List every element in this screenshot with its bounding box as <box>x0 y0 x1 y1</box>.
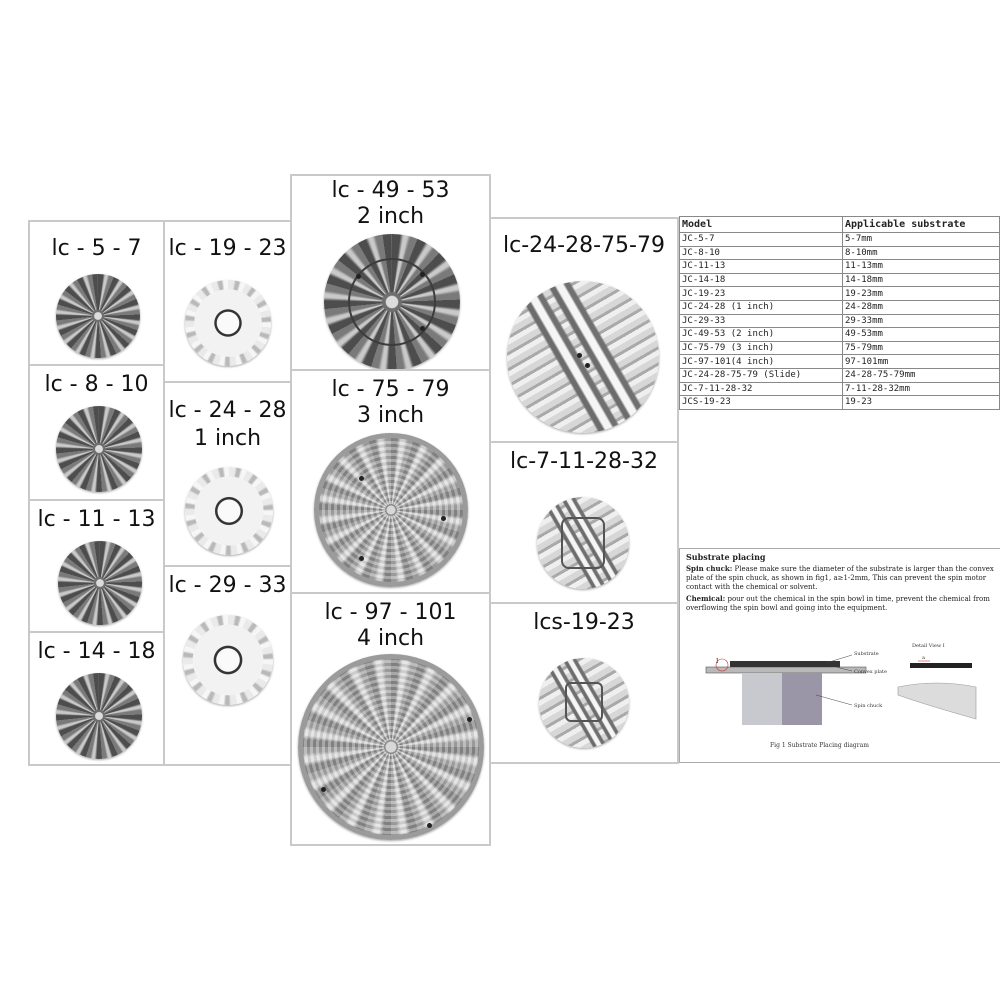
table-row <box>680 246 1000 260</box>
product-label: lc - 8 - 10 <box>44 372 149 397</box>
product-label: lc - 14 - 18 <box>37 639 156 664</box>
product-label <box>292 377 489 429</box>
table-header-row <box>680 217 1000 233</box>
spec-table-body <box>680 233 1000 410</box>
product-label: lcs-19-23 <box>533 610 635 635</box>
label-spin-chuck: Spin chuck <box>854 703 883 709</box>
substrate-cell: 19-23 <box>843 396 1000 410</box>
substrate-cell: 24-28mm <box>843 300 1000 314</box>
product-label: lc - 11 - 13 <box>37 507 156 532</box>
spin-chuck-image <box>537 497 629 589</box>
spin-chuck-image <box>56 406 142 492</box>
chemical-note <box>686 594 994 613</box>
model-cell: JC-8-10 <box>680 246 843 260</box>
spin-chuck-image <box>507 281 659 433</box>
product-size: 2 inch <box>356 204 425 229</box>
table-row <box>680 328 1000 342</box>
model-cell: JC-24-28 (1 inch) <box>680 300 843 314</box>
substrate-cell: 14-18mm <box>843 273 1000 287</box>
model-cell: JC-7-11-28-32 <box>680 382 843 396</box>
screw-hole <box>467 717 472 722</box>
product-label <box>292 600 489 652</box>
inner-slot <box>561 517 605 569</box>
product-model: lc - 49 - 53 <box>331 178 450 203</box>
detail-view-blade <box>910 663 972 668</box>
product-cell-lc-49-53-2-inch <box>290 174 491 371</box>
substrate-cell: 7-11-28-32mm <box>843 382 1000 396</box>
product-label: lc - 19 - 23 <box>168 236 287 261</box>
table-row <box>680 260 1000 274</box>
model-cell: JC-24-28-75-79 (Slide) <box>680 368 843 382</box>
product-label: lc - 5 - 7 <box>51 236 142 261</box>
product-size: 1 inch <box>193 426 262 451</box>
substrate-cell: 29-33mm <box>843 314 1000 328</box>
screw-hole <box>427 823 432 828</box>
product-cell-lc-29-33 <box>163 565 292 766</box>
product-model: lc - 75 - 79 <box>331 377 450 402</box>
product-label <box>292 178 489 230</box>
model-cell: JCS-19-23 <box>680 396 843 410</box>
substrate-plate <box>706 667 866 673</box>
product-cell-lcs-19-23 <box>489 602 679 764</box>
header-model: Model <box>680 217 843 233</box>
note-label: Chemical: <box>686 594 726 603</box>
spin-chuck-image <box>298 654 484 840</box>
spin-chuck-image <box>539 658 629 748</box>
header-substrate: Applicable substrate <box>843 217 1000 233</box>
table-row <box>680 300 1000 314</box>
detail-view-curve <box>898 683 976 719</box>
table-row <box>680 368 1000 382</box>
label-convex-plate: Convex plate <box>854 669 887 675</box>
substrate-cell: 19-23mm <box>843 287 1000 301</box>
label-a: a <box>922 655 925 661</box>
product-cell-lc-24-28-75-79 <box>489 217 679 443</box>
product-label <box>165 397 290 453</box>
screw-hole <box>441 516 446 521</box>
screw-hole <box>420 326 425 331</box>
product-size: 3 inch <box>356 403 425 428</box>
substrate-cell: 24-28-75-79mm <box>843 368 1000 382</box>
substrate-cell: 49-53mm <box>843 328 1000 342</box>
product-cell-lc-8-10 <box>28 364 165 501</box>
spin-chuck-image <box>324 234 460 370</box>
product-model: lc - 97 - 101 <box>324 600 457 625</box>
table-row <box>680 273 1000 287</box>
screw-hole <box>577 353 582 358</box>
substrate-cell: 8-10mm <box>843 246 1000 260</box>
product-cell-lc-19-23 <box>163 220 292 383</box>
note-text: pour out the chemical in the spin bowl in time, prevent the chemical from overflowing the spin bowl and going into the equipment. <box>686 595 990 612</box>
substrate-cell: 75-79mm <box>843 341 1000 355</box>
label-detail-view: Detail View I <box>912 643 945 649</box>
product-label: lc-24-28-75-79 <box>503 233 665 258</box>
product-label: lc-7-11-28-32 <box>510 449 658 474</box>
model-cell: JC-49-53 (2 inch) <box>680 328 843 342</box>
table-row <box>680 382 1000 396</box>
screw-hole <box>359 476 364 481</box>
table-row <box>680 287 1000 301</box>
diagram-caption: Fig 1 Substrate Placing diagram <box>770 742 869 749</box>
convex-plate <box>730 661 840 667</box>
spin-chuck-image <box>56 673 142 759</box>
screw-hole <box>585 363 590 368</box>
screw-hole <box>356 274 361 279</box>
product-cell-lc-7-11-28-32 <box>489 441 679 604</box>
model-cell: JC-19-23 <box>680 287 843 301</box>
spin-chuck-image <box>185 467 273 555</box>
screw-hole <box>420 272 425 277</box>
substrate-cell: 97-101mm <box>843 355 1000 369</box>
substrate-cell: 5-7mm <box>843 233 1000 247</box>
product-cell-lc-11-13 <box>28 499 165 633</box>
spin-chuck-note <box>686 564 994 592</box>
spin-chuck-image <box>56 274 140 358</box>
model-cell: JC-75-79 (3 inch) <box>680 341 843 355</box>
product-cell-lc-14-18 <box>28 631 165 766</box>
table-row <box>680 355 1000 369</box>
table-row <box>680 341 1000 355</box>
substrate-cell: 11-13mm <box>843 260 1000 274</box>
model-cell: JC-11-13 <box>680 260 843 274</box>
product-model: lc - 24 - 28 <box>168 398 287 423</box>
panel-title: Substrate placing <box>686 552 766 562</box>
product-size: 4 inch <box>356 626 425 651</box>
label-substrate: Substrate <box>854 651 879 657</box>
model-cell: JC-14-18 <box>680 273 843 287</box>
substrate-placing-panel <box>679 548 1000 763</box>
spin-chuck-image <box>183 615 273 705</box>
product-cell-lc-24-28-1-inch <box>163 381 292 567</box>
inner-slot <box>565 682 603 722</box>
spin-chuck-image <box>185 280 271 366</box>
spin-chuck-image <box>314 433 468 587</box>
product-label: lc - 29 - 33 <box>168 573 287 598</box>
model-cell: JC-5-7 <box>680 233 843 247</box>
substrate-placing-diagram <box>686 635 994 755</box>
screw-hole <box>359 556 364 561</box>
note-label: Spin chuck: <box>686 564 733 573</box>
model-cell: JC-29-33 <box>680 314 843 328</box>
table-row <box>680 314 1000 328</box>
product-cell-lc-97-101-4-inch <box>290 592 491 846</box>
model-cell: JC-97-101(4 inch) <box>680 355 843 369</box>
product-cell-lc-5-7 <box>28 220 165 366</box>
table-row <box>680 396 1000 410</box>
product-cell-lc-75-79-3-inch <box>290 369 491 594</box>
label-marker: I <box>716 658 719 665</box>
spin-chuck-shade <box>782 673 822 725</box>
note-text: Please make sure the diameter of the substrate is larger than the convex plate of the spin chuck, as shown in fig1, a≥1-2mm, This can prevent the spin motor contact with the chemical or solvent. <box>686 565 994 591</box>
table-row <box>680 233 1000 247</box>
screw-hole <box>321 787 326 792</box>
spec-table <box>679 216 1000 410</box>
spin-chuck-image <box>58 541 142 625</box>
